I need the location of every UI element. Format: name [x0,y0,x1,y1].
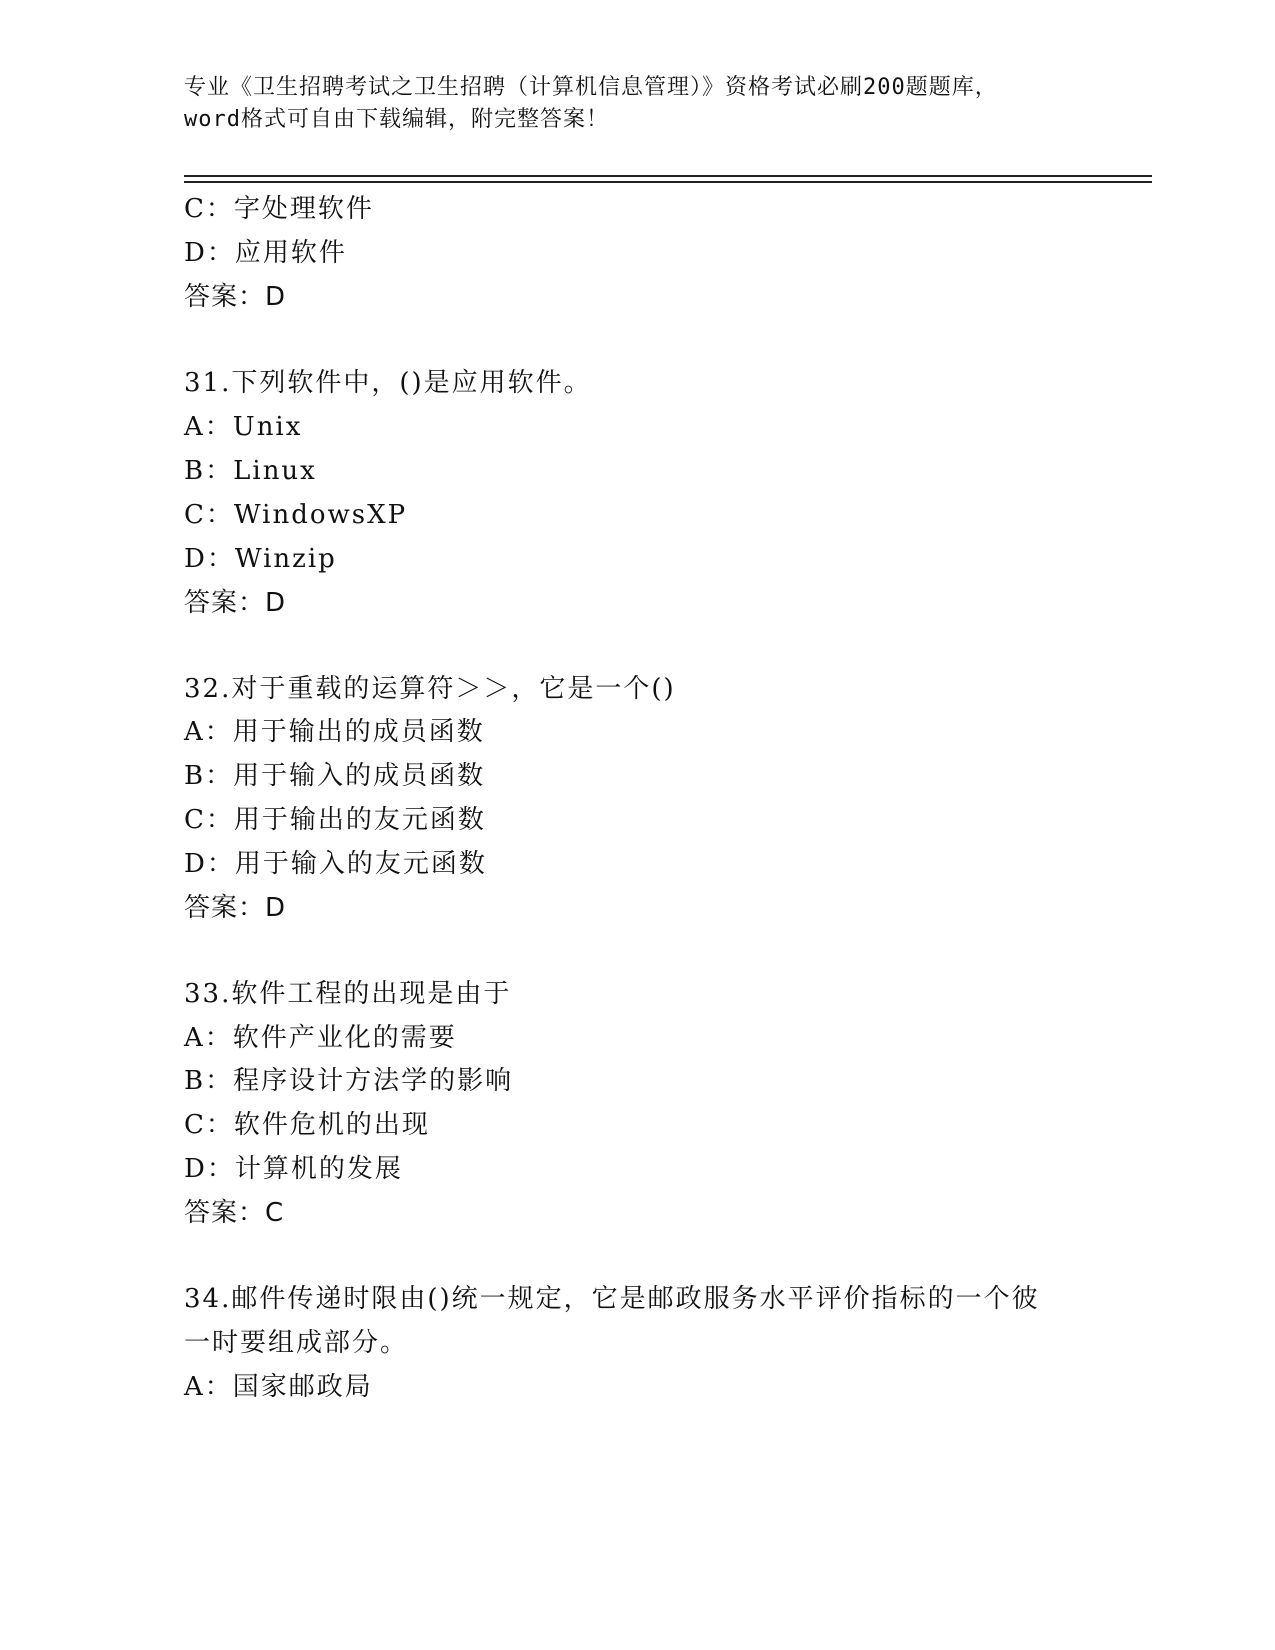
option-c: C：软件危机的出现 [184,1110,430,1140]
header-divider-bottom [184,181,1152,183]
answer-label: 答案：D [184,893,287,923]
option-a: A：Unix [184,412,303,442]
question-stem: 31.下列软件中，()是应用软件。 [184,368,592,398]
question-stem: 34.邮件传递时限由()统一规定，它是邮政服务水平评价指标的一个彼 [184,1284,1040,1314]
document-header [184,72,1064,136]
option-b: B：程序设计方法学的影响 [184,1066,514,1096]
option-d: D：计算机的发展 [184,1154,403,1184]
option-d: D：Winzip [184,544,337,574]
question-stem: 33.软件工程的出现是由于 [184,979,512,1009]
question-stem: 32.对于重载的运算符＞＞，它是一个() [184,674,676,704]
answer-label: 答案：D [184,588,287,618]
option-b: B：Linux [184,456,317,486]
option-a: A：用于输出的成员函数 [184,717,485,747]
answer-label: 答案：C [184,1198,285,1228]
answer-label: 答案：D [184,282,287,312]
header-title-line1: 专业《卫生招聘考试之卫生招聘（计算机信息管理）》资格考试必刷200题题库， [184,75,998,100]
option-a: A：软件产业化的需要 [184,1023,457,1053]
option-c: C：字处理软件 [184,194,374,224]
option-d: D：用于输入的友元函数 [184,849,487,879]
option-b: B：用于输入的成员函数 [184,761,486,791]
header-divider-top [184,175,1152,177]
question-stem-continued: 一时要组成部分。 [184,1328,409,1358]
option-c: C：WindowsXP [184,500,408,530]
option-c: C：用于输出的友元函数 [184,805,486,835]
option-a: A：国家邮政局 [184,1372,373,1402]
header-title-line2: word格式可自由下载编辑，附完整答案！ [184,107,609,132]
option-d: D：应用软件 [184,238,347,268]
